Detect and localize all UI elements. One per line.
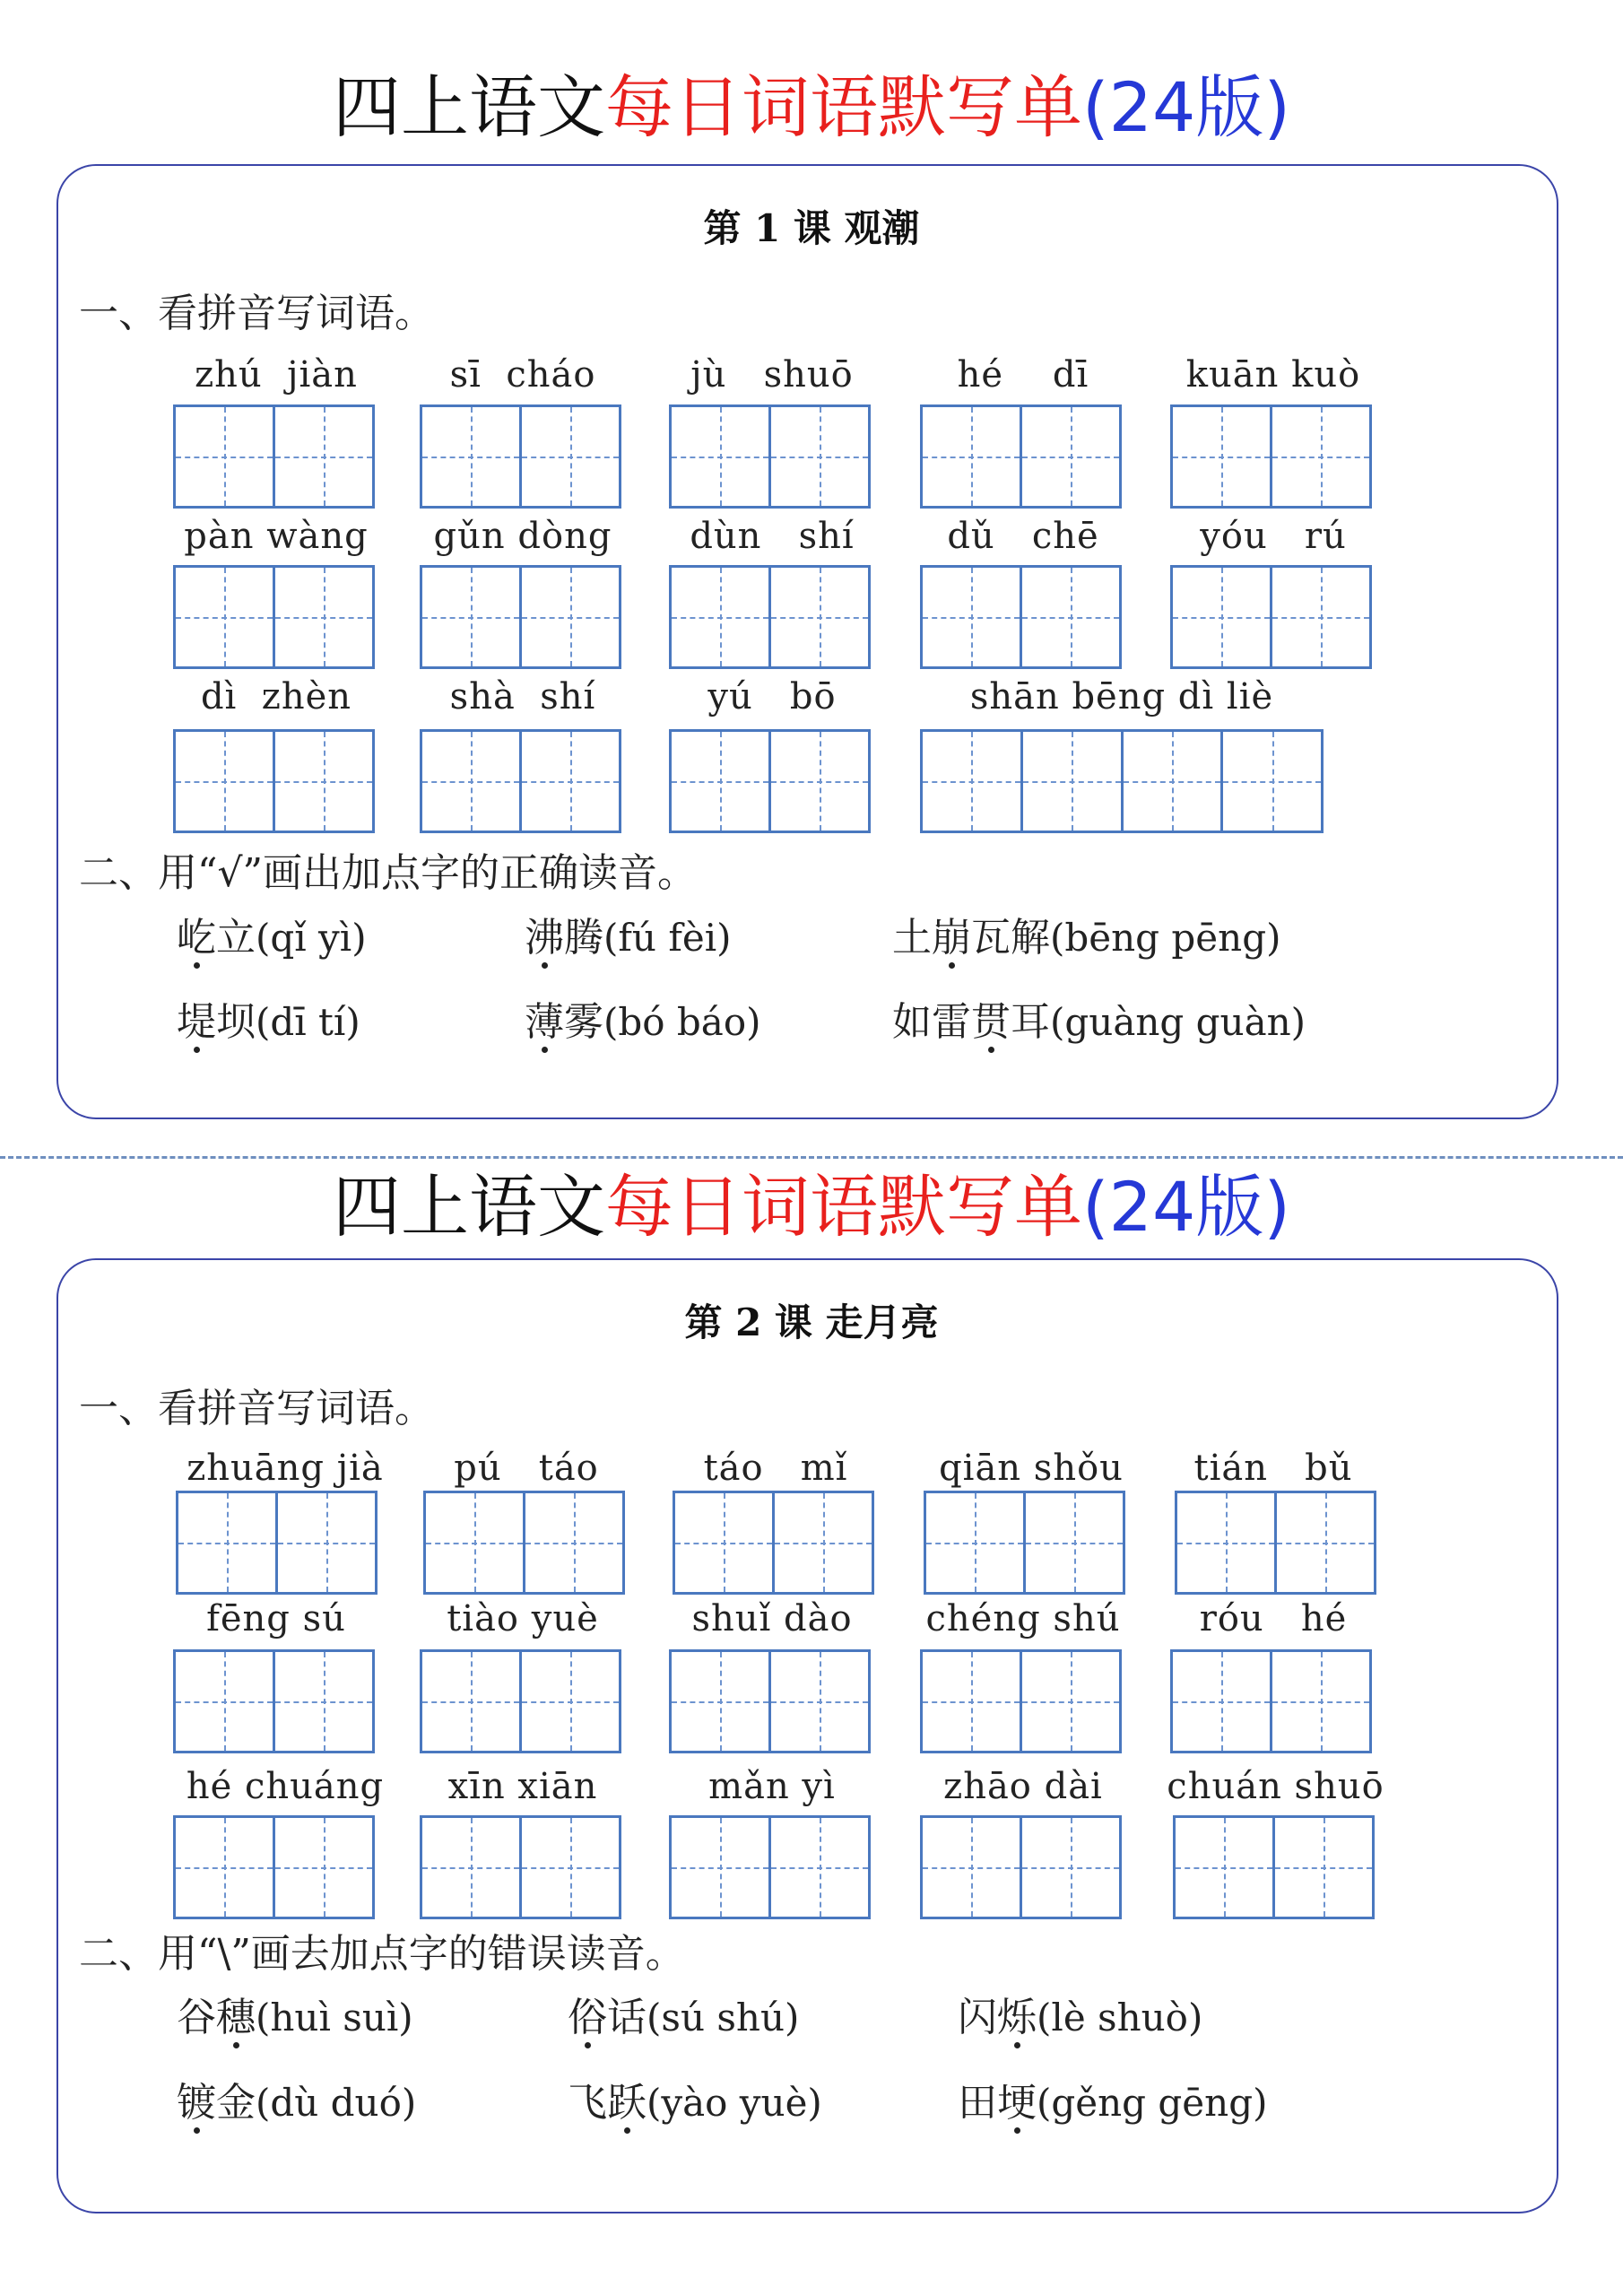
pronunciation-question[interactable] <box>525 915 732 961</box>
q-post: 立 <box>216 915 256 961</box>
pinyin-label: dì zhèn <box>200 676 352 718</box>
dotted-char: 屹 <box>177 915 216 961</box>
writing-grid[interactable] <box>1170 404 1372 509</box>
writing-grid[interactable] <box>1170 1649 1372 1753</box>
pinyin-label: pú táo <box>454 1448 599 1489</box>
title-part3: (24版) <box>1081 1167 1290 1247</box>
pronunciation-question[interactable] <box>525 999 761 1045</box>
dotted-char: 俗 <box>568 1995 607 2040</box>
pinyin-label: pàn wàng <box>184 516 369 557</box>
writing-grid[interactable] <box>176 1491 378 1595</box>
dotted-char: 烁 <box>997 1995 1037 2040</box>
pinyin-options: (sú shú) <box>647 1996 800 2039</box>
pinyin-label: gǔn dòng <box>433 516 612 557</box>
pinyin-label: zhuāng jià <box>187 1448 384 1489</box>
q-pre: 如雷 <box>892 999 971 1045</box>
q-pre: 田 <box>958 2080 997 2126</box>
pronunciation-question[interactable] <box>958 2080 1268 2126</box>
pinyin-label: shān bēng dì liè <box>969 676 1274 718</box>
q-post: 话 <box>607 1995 647 2040</box>
writing-grid[interactable] <box>1175 1491 1376 1595</box>
pinyin-label: chuán shuō <box>1167 1766 1384 1807</box>
writing-grid[interactable] <box>420 404 621 509</box>
dotted-char: 贯 <box>971 999 1011 1045</box>
dotted-char: 沸 <box>525 915 564 961</box>
writing-grid[interactable] <box>420 1649 621 1753</box>
dotted-char: 堤 <box>177 999 216 1045</box>
pinyin-options: (gěng gēng) <box>1037 2081 1268 2125</box>
q-pre: 闪 <box>958 1995 997 2040</box>
writing-grid[interactable] <box>669 1649 871 1753</box>
pronunciation-question[interactable] <box>958 1995 1203 2040</box>
writing-grid[interactable] <box>420 565 621 669</box>
q-post: 坝 <box>216 999 256 1045</box>
title-part1: 四上语文 <box>332 67 605 147</box>
q-pre: 谷 <box>177 1995 216 2040</box>
pinyin-label: jù shuō <box>690 354 854 396</box>
writing-grid[interactable] <box>1173 1815 1375 1919</box>
writing-grid[interactable] <box>173 565 375 669</box>
writing-grid[interactable] <box>669 729 871 833</box>
pinyin-label: tián bǔ <box>1193 1448 1353 1489</box>
dotted-char: 崩 <box>932 915 971 961</box>
pinyin-options: (guàng guàn) <box>1050 1000 1306 1044</box>
q-pre: 飞 <box>568 2080 607 2126</box>
pinyin-options: (dī tí) <box>256 1000 360 1044</box>
sheet2-section2-heading: 二、用“\”画去加点字的错误读音。 <box>79 1931 685 1977</box>
writing-grid[interactable] <box>173 404 375 509</box>
writing-grid[interactable] <box>1170 565 1372 669</box>
pinyin-label: chéng shú <box>925 1598 1121 1639</box>
pinyin-label: zhāo dài <box>943 1766 1103 1807</box>
dotted-char: 镀 <box>177 2080 216 2126</box>
title-part1: 四上语文 <box>332 1167 605 1247</box>
pinyin-label: yú bō <box>707 676 837 718</box>
pinyin-options: (huì suì) <box>256 1996 413 2039</box>
pronunciation-question[interactable] <box>568 1995 800 2040</box>
q-post: 耳 <box>1011 999 1050 1045</box>
sheet2-title <box>0 1167 1623 1247</box>
pinyin-label: xīn xiān <box>447 1766 598 1807</box>
pinyin-label: zhú jiàn <box>195 354 358 396</box>
writing-grid[interactable] <box>669 1815 871 1919</box>
q-post: 瓦解 <box>971 915 1050 961</box>
dotted-char: 穗 <box>216 1995 256 2040</box>
pinyin-label: fēng sú <box>206 1598 346 1639</box>
pinyin-label: kuān kuò <box>1185 354 1361 396</box>
sheet1-title <box>0 67 1623 147</box>
writing-grid[interactable] <box>920 1815 1122 1919</box>
cut-line-divider <box>0 1156 1623 1159</box>
pinyin-label: tiào yuè <box>447 1598 599 1639</box>
sheet1-section2-heading: 二、用“√”画出加点字的正确读音。 <box>79 850 698 896</box>
dotted-char: 薄 <box>525 999 564 1045</box>
writing-grid[interactable] <box>173 1815 375 1919</box>
pinyin-options: (bēng pēng) <box>1050 916 1281 960</box>
pinyin-label: dùn shí <box>690 516 855 557</box>
pinyin-options: (fú fèi) <box>603 916 732 960</box>
pinyin-label: dǔ chē <box>947 516 1099 557</box>
writing-grid[interactable] <box>173 1649 375 1753</box>
writing-grid[interactable] <box>423 1491 625 1595</box>
pinyin-options: (bó báo) <box>603 1000 761 1044</box>
title-part3: (24版) <box>1081 67 1290 147</box>
dotted-char: 跃 <box>607 2080 647 2126</box>
sheet1-lesson-title: 第 1 课 观潮 <box>703 206 920 250</box>
writing-grid[interactable] <box>173 729 375 833</box>
pinyin-options: (yào yuè) <box>647 2081 822 2125</box>
writing-grid[interactable] <box>920 404 1122 509</box>
pronunciation-question[interactable] <box>177 915 367 961</box>
sheet2-lesson-title: 第 2 课 走月亮 <box>684 1300 939 1344</box>
pronunciation-question[interactable] <box>177 1995 413 2040</box>
writing-grid[interactable] <box>669 565 871 669</box>
title-part2: 每日词语默写单 <box>604 67 1082 147</box>
pronunciation-question[interactable] <box>177 2080 417 2126</box>
pronunciation-question[interactable] <box>177 999 360 1045</box>
writing-grid[interactable] <box>669 404 871 509</box>
pinyin-label: hé chuáng <box>186 1766 385 1807</box>
q-pre: 土 <box>892 915 932 961</box>
pinyin-options: (qǐ yì) <box>256 916 367 960</box>
writing-grid[interactable] <box>420 1815 621 1919</box>
pronunciation-question[interactable] <box>568 2080 822 2126</box>
writing-grid[interactable] <box>920 729 1324 833</box>
pronunciation-question[interactable] <box>892 999 1306 1045</box>
writing-grid[interactable] <box>924 1491 1125 1595</box>
writing-grid[interactable] <box>673 1491 874 1595</box>
writing-grid[interactable] <box>920 565 1122 669</box>
pinyin-label: sī cháo <box>449 354 596 396</box>
pinyin-label: hé dī <box>957 354 1089 396</box>
writing-grid[interactable] <box>920 1649 1122 1753</box>
dotted-char: 埂 <box>997 2080 1037 2126</box>
pinyin-label: qiān shǒu <box>939 1448 1124 1489</box>
pronunciation-question[interactable] <box>892 915 1281 961</box>
q-post: 雾 <box>564 999 603 1045</box>
pinyin-options: (lè shuò) <box>1037 1996 1203 2039</box>
writing-grid[interactable] <box>420 729 621 833</box>
pinyin-label: yóu rú <box>1200 516 1347 557</box>
q-post: 腾 <box>564 915 603 961</box>
sheet2-section1-heading: 一、看拼音写词语。 <box>79 1386 434 1431</box>
pinyin-label: mǎn yì <box>708 1766 836 1807</box>
pinyin-label: táo mǐ <box>703 1448 848 1489</box>
pinyin-label: shuǐ dào <box>691 1598 853 1639</box>
pinyin-label: shà shí <box>449 676 596 718</box>
sheet1-section1-heading: 一、看拼音写词语。 <box>79 291 434 336</box>
pinyin-label: róu hé <box>1199 1598 1348 1639</box>
q-post: 金 <box>216 2080 256 2126</box>
pinyin-options: (dù duó) <box>256 2081 417 2125</box>
title-part2: 每日词语默写单 <box>604 1167 1082 1247</box>
